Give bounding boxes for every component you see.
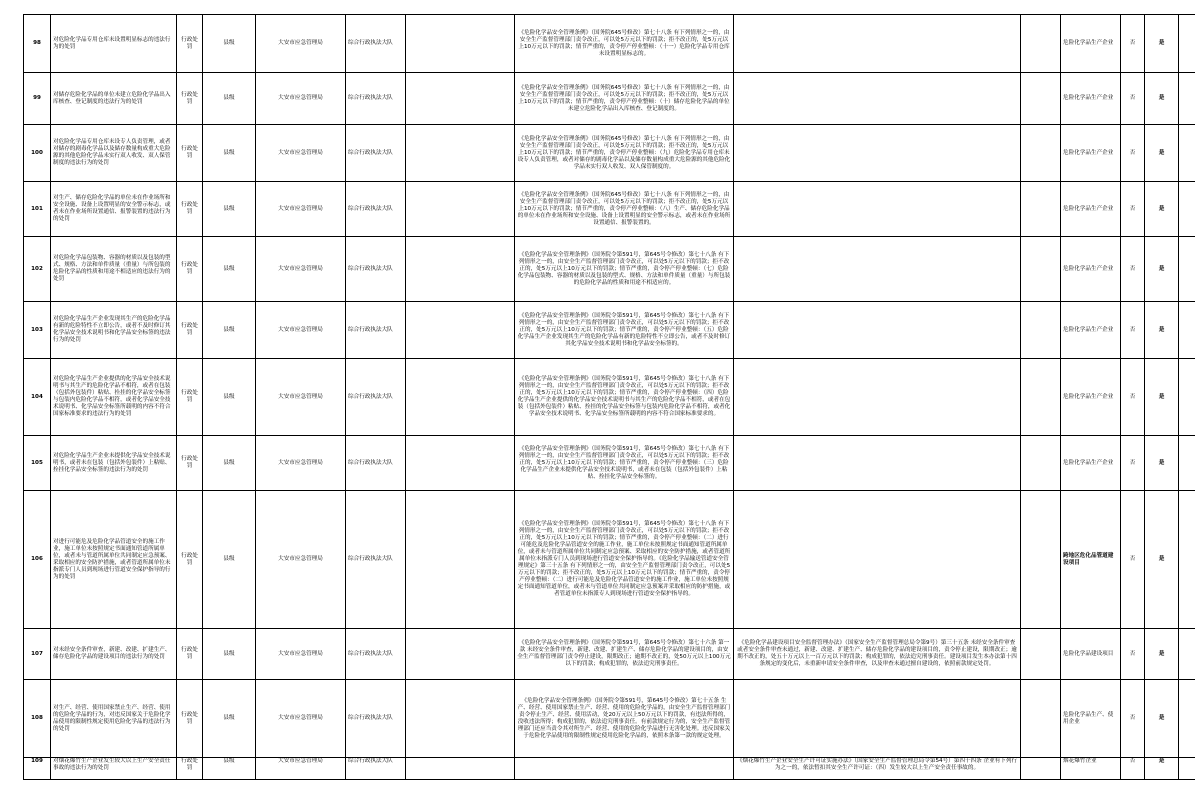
item-name: 对生产、经营、使用国家禁止生产、经营、使用的危险化学品的行为，对违反国家关于危险化学品使用的限制性规定使用危险化学品的违法行为的处罚 — [51, 680, 177, 758]
empty-cell — [1179, 73, 1195, 125]
empty-cell — [1021, 359, 1061, 436]
item-flag-2: 是 — [1145, 680, 1179, 758]
item-unit: 综合行政执法大队 — [346, 237, 406, 302]
empty-cell — [406, 680, 515, 758]
item-department: 大安市应急管理局 — [256, 359, 346, 436]
item-flag-2: 是 — [1145, 359, 1179, 436]
item-target: 烟花爆竹企业 — [1061, 758, 1121, 780]
item-target: 危险化学品生产企业 — [1061, 237, 1121, 302]
item-flag-2: 是 — [1145, 15, 1179, 73]
item-unit: 综合行政执法大队 — [346, 125, 406, 182]
item-flag-1: 否 — [1121, 359, 1145, 436]
item-basis-secondary — [734, 436, 1021, 491]
empty-cell — [1021, 491, 1061, 629]
table-row — [24, 73, 1195, 125]
item-flag-1: 否 — [1121, 125, 1145, 182]
row-number: 99 — [24, 73, 51, 125]
item-name: 对危险化学品专用仓库未设置明显标志的违法行为的处罚 — [51, 15, 177, 73]
item-basis-secondary — [734, 15, 1021, 73]
empty-cell — [1021, 758, 1061, 780]
empty-cell — [1021, 302, 1061, 359]
empty-cell — [1021, 680, 1061, 758]
item-department: 大安市应急管理局 — [256, 237, 346, 302]
empty-cell — [1179, 491, 1195, 629]
item-flag-1: 否 — [1121, 436, 1145, 491]
item-name: 对进行可能危及危险化学品管道安全的施工作业，施工单位未按照规定书面通知管道所属单位，或者未与管道所属单位共同制定应急预案、采取相应的安全防护措施，或者管道所属单位未指派专门人员到现场进行管道安全保护指导的行为的处罚 — [51, 491, 177, 629]
item-flag-2: 是 — [1145, 302, 1179, 359]
row-number: 109 — [24, 758, 51, 780]
item-basis-secondary — [734, 237, 1021, 302]
item-name: 对危险化学品包装物、容器的材质以及包装的型式、规格、方法和单件质量（重量）与所包装的危险化学品的性质和用途不相适应的违法行为的处罚 — [51, 237, 177, 302]
item-target: 危险化学品生产企业 — [1061, 182, 1121, 237]
empty-cell — [1179, 758, 1195, 780]
table-row — [24, 359, 1195, 436]
empty-cell — [406, 125, 515, 182]
row-number: 104 — [24, 359, 51, 436]
empty-cell — [406, 629, 515, 680]
table-row — [24, 125, 1195, 182]
table-row — [24, 436, 1195, 491]
item-unit: 综合行政执法大队 — [346, 73, 406, 125]
item-basis-secondary — [734, 359, 1021, 436]
item-basis-secondary — [734, 302, 1021, 359]
row-number: 108 — [24, 680, 51, 758]
item-target: 危险化学品生产企业 — [1061, 302, 1121, 359]
item-target: 跨地区危化品管道建设项目 — [1061, 491, 1121, 629]
item-flag-2: 是 — [1145, 125, 1179, 182]
empty-cell — [406, 758, 515, 780]
empty-cell — [406, 182, 515, 237]
item-target: 危险化学品生产、使用企业 — [1061, 680, 1121, 758]
item-department: 大安市应急管理局 — [256, 15, 346, 73]
item-flag-2: 是 — [1145, 237, 1179, 302]
item-department: 大安市应急管理局 — [256, 73, 346, 125]
item-flag-1: 否 — [1121, 73, 1145, 125]
item-flag-2: 是 — [1145, 73, 1179, 125]
item-name: 对生产、储存危险化学品的单位未在作业场所和安全设施、设备上设置明显的安全警示标志，或者未在作业场所设置通信、报警装置的违法行为的处罚 — [51, 182, 177, 237]
item-department: 大安市应急管理局 — [256, 491, 346, 629]
item-target: 危险化学品生产企业 — [1061, 73, 1121, 125]
item-department: 大安市应急管理局 — [256, 436, 346, 491]
item-target: 危险化学品生产企业 — [1061, 359, 1121, 436]
item-unit: 综合行政执法大队 — [346, 359, 406, 436]
item-type: 行政处罚 — [177, 491, 203, 629]
empty-cell — [406, 359, 515, 436]
item-basis-secondary — [734, 182, 1021, 237]
item-department: 大安市应急管理局 — [256, 182, 346, 237]
item-basis: 《危险化学品安全管理条例》（国务院令第591号，第645号令修改）第七十五条 生产、经营、使用国家禁止生产、经营、使用的危险化学品的，由安全生产监督管理部门责令停止生产、经营、使用活动，处20万元以上50万元以下的罚款，有违法所得的，没收违法所得；构成犯罪的，依法追究刑事责任。有前款规定行为的，安全生产监督管理部门还应当责令其对所生产、经营、使用的危险化学品进行无害化处理。违反国家关于危险化学品使用的限制性规定使用危险化学品的，依照本条第一款的规定处理。 — [515, 680, 734, 758]
table-row — [24, 491, 1195, 629]
item-flag-2: 是 — [1145, 629, 1179, 680]
enforcement-items-table — [23, 14, 1195, 780]
empty-cell — [1021, 125, 1061, 182]
item-type: 行政处罚 — [177, 436, 203, 491]
item-flag-2: 是 — [1145, 491, 1179, 629]
item-flag-1: 否 — [1121, 302, 1145, 359]
item-flag-1: 否 — [1121, 629, 1145, 680]
item-unit: 综合行政执法大队 — [346, 436, 406, 491]
item-type: 行政处罚 — [177, 73, 203, 125]
item-level: 县级 — [203, 182, 256, 237]
empty-cell — [1021, 15, 1061, 73]
row-number: 103 — [24, 302, 51, 359]
item-basis-secondary — [734, 680, 1021, 758]
item-flag-1: 否 — [1121, 182, 1145, 237]
item-target: 危险化学品建设项目 — [1061, 629, 1121, 680]
item-basis: 《危险化学品安全管理条例》（国务院令第591号，第645号令修改）第七十八条 有下列情形之一的，由安全生产监督管理部门责令改正，可以处5万元以下的罚款；拒不改正的，处5万元以上10万元以下的罚款；情节严重的，责令停产停业整顿：（四）危险化学品生产企业提供的化学品安全技术说明书与其生产的危险化学品不相符，或者在包装（包括外包装件）粘贴、拴挂的化学品安全标签与包装内危险化学品不相符，或者化学品安全技术说明书、化学品安全标签所载明的内容不符合国家标准要求的。 — [515, 359, 734, 436]
item-basis: 《危险化学品安全管理条例》（国务院令第591号，第645号令修改）第七十八条 有下列情形之一的，由安全生产监督管理部门责令改正，可以处5万元以下的罚款；拒不改正的，处5万元以上10万元以下的罚款；情节严重的，责令停产停业整顿：（五）危险化学品生产企业发现其生产的危险化学品有新的危险特性不立即公告，或者不及时修订其化学品安全技术说明书和化学品安全标签的。 — [515, 302, 734, 359]
item-unit: 综合行政执法大队 — [346, 629, 406, 680]
item-type: 行政处罚 — [177, 359, 203, 436]
row-number: 98 — [24, 15, 51, 73]
item-name: 对未经安全条件审查，新建、改建、扩建生产、储存危险化学品的建设项目的违法行为的处罚 — [51, 629, 177, 680]
item-basis: 《危险化学品安全管理条例》（国务院令第591号，第645号令修改）第七十八条 有下列情形之一的，由安全生产监督管理部门责令改正，可以处5万元以下的罚款；拒不改正的，处5万元以上10万元以下的罚款；情节严重的，责令停产停业整顿：（二）进行可能危及危险化学品管道安全的施工作业，施工单位未按照规定书面通知管道所属单位，或者未与管道所属单位共同制定应急预案、采取相应的安全防护措施，或者管道所属单位未指派专门人员到现场进行管道安全保护指导的。《危险化学品输送管道安全管理规定》第三十五条 有下列情形之一的，由安全生产监督管理部门责令改正，可以处5万元以下的罚款；拒不改正的，处5万元以上10万元以下的罚款；情节严重的，责令停产停业整顿：（二）进行可能危及危险化学品管道安全的施工作业，施工单位未按照规定书面通知管道单位，或者未与管道单位共同制定应急预案并采取相应的防护措施，或者管道单位未指派专人到现场进行管道安全保护指导的。 — [515, 491, 734, 629]
empty-cell — [1021, 237, 1061, 302]
item-basis — [515, 758, 734, 780]
item-level: 县级 — [203, 491, 256, 629]
item-level: 县级 — [203, 237, 256, 302]
item-level: 县级 — [203, 436, 256, 491]
empty-cell — [1021, 182, 1061, 237]
empty-cell — [406, 73, 515, 125]
item-flag-1: 否 — [1121, 758, 1145, 780]
item-basis: 《危险化学品安全管理条例》（国务院令第591号，第645号令修改）第七十六条 第一款 未经安全条件审查，新建、改建、扩建生产、储存危险化学品的建设项目的，由安全生产监督管理部门责令停止建设，限期改正；逾期不改正的，处50万元以上100万元以下的罚款；构成犯罪的，依法追究刑事责任。 — [515, 629, 734, 680]
empty-cell — [1179, 182, 1195, 237]
item-unit: 综合行政执法大队 — [346, 758, 406, 780]
item-name: 对烟花爆竹生产企业发生较大以上生产安全责任事故的违法行为的处罚 — [51, 758, 177, 780]
empty-cell — [1179, 237, 1195, 302]
item-flag-1: 否 — [1121, 15, 1145, 73]
item-basis-secondary — [734, 125, 1021, 182]
item-department: 大安市应急管理局 — [256, 758, 346, 780]
item-basis-secondary — [734, 73, 1021, 125]
item-level: 县级 — [203, 302, 256, 359]
empty-cell — [406, 302, 515, 359]
empty-cell — [406, 15, 515, 73]
item-basis-secondary: 《危险化学品建设项目安全监督管理办法》（国家安全生产监督管理总局令第9号）第三十五条 未经安全条件审查或者安全条件审查未通过，新建、改建、扩建生产、储存危险化学品的建设项目的，责令停止建设，限期改正；逾期不改正的，处五十万元以上一百万元以下的罚款；构成犯罪的，依法追究刑事责任。建设项目发生本办法第十四条规定的变化后，未重新申请安全条件审查，以及审查未通过擅自建设的，依照前款规定处罚。 — [734, 629, 1021, 680]
item-department: 大安市应急管理局 — [256, 680, 346, 758]
item-basis: 《危险化学品安全管理条例》（国务院令第591号，第645号令修改）第七十八条 有下列情形之一的，由安全生产监督管理部门责令改正，可以处5万元以下的罚款；拒不改正的，处5万元以上10万元以下的罚款；情节严重的，责令停产停业整顿：（七）危险化学品包装物、容器的材质以及包装的型式、规格、方法和单件质量（重量）与所包装的危险化学品的性质和用途不相适应的。 — [515, 237, 734, 302]
empty-cell — [1179, 15, 1195, 73]
item-flag-2: 是 — [1145, 758, 1179, 780]
item-level: 县级 — [203, 680, 256, 758]
row-number: 105 — [24, 436, 51, 491]
empty-cell — [1179, 436, 1195, 491]
empty-cell — [1179, 680, 1195, 758]
empty-cell — [1179, 359, 1195, 436]
item-basis-secondary: 《烟花爆竹生产企业安全生产许可证实施办法》（国家安全生产监督管理总局令第54号）第四十四条 企业有下列行为之一的，依法暂扣其安全生产许可证：（四）发生较大以上生产安全责任事故的。 — [734, 758, 1021, 780]
item-level: 县级 — [203, 758, 256, 780]
item-flag-1: 否 — [1121, 237, 1145, 302]
item-unit: 综合行政执法大队 — [346, 15, 406, 73]
row-number: 100 — [24, 125, 51, 182]
empty-cell — [406, 237, 515, 302]
item-flag-1: 否 — [1121, 491, 1145, 629]
item-type: 行政处罚 — [177, 125, 203, 182]
item-flag-2: 是 — [1145, 436, 1179, 491]
item-name: 对危险化学品生产企业发现其生产的危险化学品有新的危险特性不立即公告，或者不及时修订其化学品安全技术说明书和化学品安全标签的违法行为的处罚 — [51, 302, 177, 359]
table-row — [24, 629, 1195, 680]
item-name: 对储存危险化学品的单位未建立危险化学品出入库核查、登记制度的违法行为的处罚 — [51, 73, 177, 125]
table-row — [24, 15, 1195, 73]
item-basis: 《危险化学品安全管理条例》（国务院645号修改）第七十八条 有下列情形之一的，由安全生产监督管理部门责令改正，可以处5万元以下的罚款；拒不改正的，处5万元以上10万元以下的罚款；情节严重的，责令停产停业整顿：（十）储存危险化学品的单位未建立危险化学品出入库核查、登记制度的。 — [515, 73, 734, 125]
item-level: 县级 — [203, 629, 256, 680]
item-level: 县级 — [203, 359, 256, 436]
item-basis: 《危险化学品安全管理条例》（国务院令第591号，第645号令修改）第七十八条 有下列情形之一的，由安全生产监督管理部门责令改正，可以处5万元以下的罚款；拒不改正的，处5万元以上10万元以下的罚款；情节严重的，责令停产停业整顿：（三）危险化学品生产企业未提供化学品安全技术说明书，或者未在包装（包括外包装件）上粘贴、拴挂化学品安全标签的。 — [515, 436, 734, 491]
item-name: 对危险化学品生产企业提供的化学品安全技术说明书与其生产的危险化学品不相符，或者在包装（包括外包装件）粘贴、拴挂的化学品安全标签与包装内危险化学品不相符，或者化学品安全技术说明书、化学品安全标签所载明的内容不符合国家标准要求的违法行为的处罚 — [51, 359, 177, 436]
table-row — [24, 680, 1195, 758]
item-basis: 《危险化学品安全管理条例》（国务院645号修改）第七十八条 有下列情形之一的，由安全生产监督管理部门责令改正，可以处5万元以下的罚款；拒不改正的，处5万元以上10万元以下的罚款；情节严重的，责令停产停业整顿：（十一）危险化学品专用仓库未设置明显标志的。 — [515, 15, 734, 73]
item-target: 危险化学品生产企业 — [1061, 125, 1121, 182]
row-number: 107 — [24, 629, 51, 680]
item-unit: 综合行政执法大队 — [346, 302, 406, 359]
item-type: 行政处罚 — [177, 237, 203, 302]
item-type: 行政处罚 — [177, 758, 203, 780]
item-unit: 综合行政执法大队 — [346, 491, 406, 629]
item-unit: 综合行政执法大队 — [346, 680, 406, 758]
item-unit: 综合行政执法大队 — [346, 182, 406, 237]
empty-cell — [1179, 125, 1195, 182]
empty-cell — [1021, 629, 1061, 680]
item-name: 对危险化学品生产企业未提供化学品安全技术说明书，或者未在包装（包括外包装件）上粘贴、拴挂化学品安全标签的违法行为的处罚 — [51, 436, 177, 491]
table-row — [24, 758, 1195, 780]
item-type: 行政处罚 — [177, 680, 203, 758]
empty-cell — [1179, 629, 1195, 680]
empty-cell — [406, 491, 515, 629]
item-type: 行政处罚 — [177, 302, 203, 359]
empty-cell — [1021, 436, 1061, 491]
row-number: 106 — [24, 491, 51, 629]
item-level: 县级 — [203, 15, 256, 73]
item-basis-secondary — [734, 491, 1021, 629]
empty-cell — [1179, 302, 1195, 359]
item-basis: 《危险化学品安全管理条例》（国务院645号修改）第七十八条 有下列情形之一的，由安全生产监督管理部门责令改正，可以处5万元以下的罚款；拒不改正的，处5万元以上10万元以下的罚款；情节严重的，责令停产停业整顿：（九）危险化学品专用仓库未设专人负责管理，或者对储存的剧毒化学品以及储存数量构成重大危险源的其他危险化学品未实行双人收发、双人保管制度的。 — [515, 125, 734, 182]
table-row — [24, 182, 1195, 237]
row-number: 102 — [24, 237, 51, 302]
item-department: 大安市应急管理局 — [256, 125, 346, 182]
table-row — [24, 302, 1195, 359]
item-name: 对危险化学品专用仓库未设专人负责管理，或者对储存的剧毒化学品以及储存数量构成重大危险源的其他危险化学品未实行双人收发、双人保管制度的违法行为的处罚 — [51, 125, 177, 182]
item-flag-2: 是 — [1145, 182, 1179, 237]
table-row — [24, 237, 1195, 302]
empty-cell — [1021, 73, 1061, 125]
item-basis: 《危险化学品安全管理条例》（国务院645号修改）第七十八条 有下列情形之一的，由安全生产监督管理部门责令改正，可以处5万元以下的罚款；拒不改正的，处5万元以上10万元以下的罚款；情节严重的，责令停产停业整顿：（八）生产、储存危险化学品的单位未在作业场所和安全设施、设备上设置明显的安全警示标志，或者未在作业场所设置通信、报警装置的。 — [515, 182, 734, 237]
item-target: 危险化学品生产企业 — [1061, 436, 1121, 491]
item-department: 大安市应急管理局 — [256, 302, 346, 359]
item-target: 危险化学品生产企业 — [1061, 15, 1121, 73]
item-flag-1: 否 — [1121, 680, 1145, 758]
row-number: 101 — [24, 182, 51, 237]
item-department: 大安市应急管理局 — [256, 629, 346, 680]
item-level: 县级 — [203, 73, 256, 125]
item-type: 行政处罚 — [177, 629, 203, 680]
item-type: 行政处罚 — [177, 15, 203, 73]
item-level: 县级 — [203, 125, 256, 182]
empty-cell — [406, 436, 515, 491]
item-type: 行政处罚 — [177, 182, 203, 237]
